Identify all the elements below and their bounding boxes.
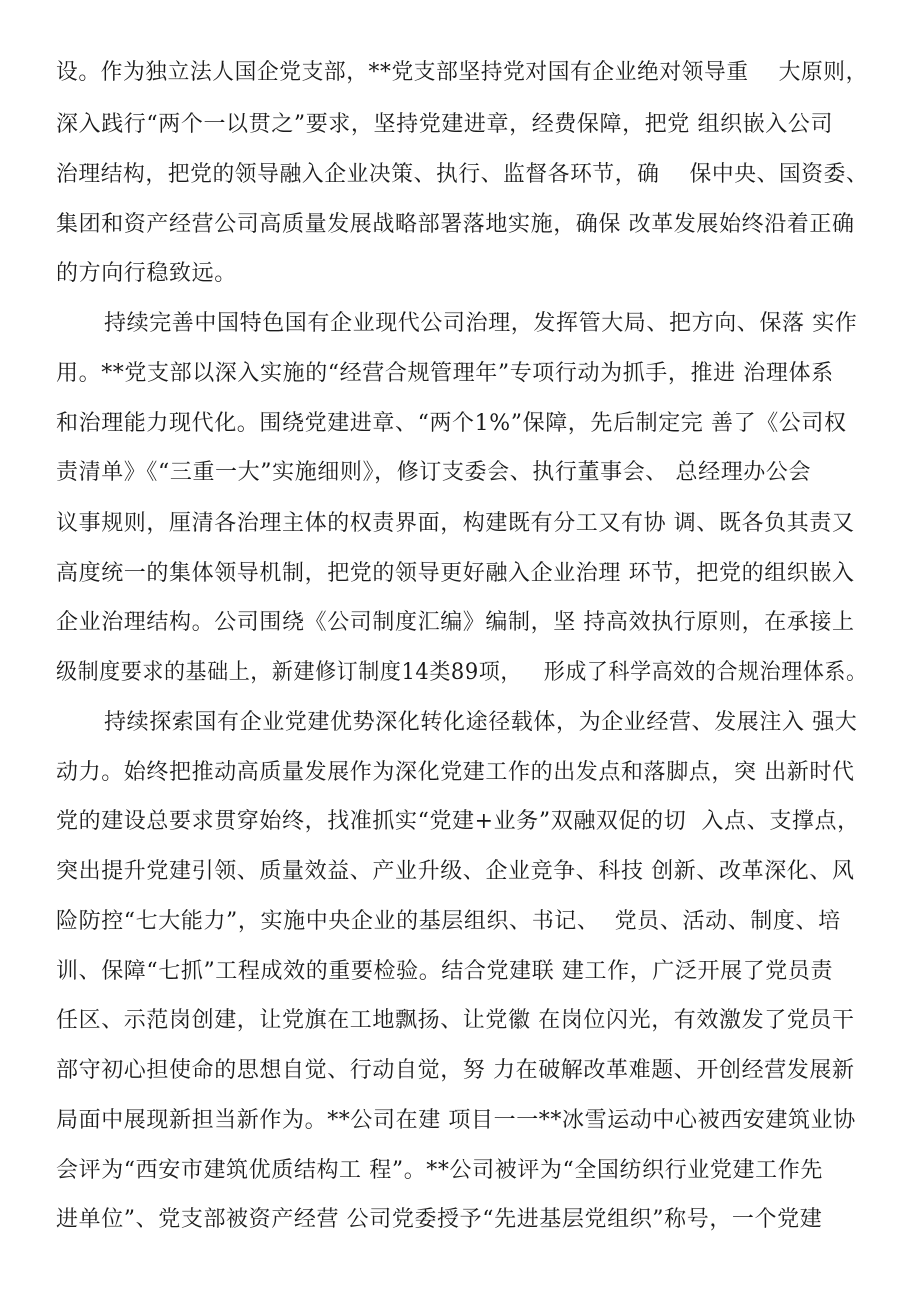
text-line: 局面中展现新担当新作为。**公司在建 项目一一**冰雪运动中心被西安建筑业协 xyxy=(56,1108,856,1133)
paragraph-first-line: 持续完善中国特色国有企业现代公司治理，发挥管大局、把方向、保落 实作 xyxy=(104,311,858,336)
text-line: 党的建设总要求贯穿始终，找准抓实“党建+业务”双融双促的切 入点、支撑点， xyxy=(56,809,860,834)
text-line: 险防控“七大能力”，实施中央企业的基层组织、书记、 党员、活动、制度、培 xyxy=(56,909,841,934)
text-line: 级制度要求的基础上，新建修订制度14类89项， 形成了科学高效的合规治理体系。 xyxy=(56,660,868,685)
text-line: 集团和资产经营公司高质量发展战略部署落地实施，确保 改革发展始终沿着正确 xyxy=(56,212,855,237)
text-line: 训、保障“七抓”工程成效的重要检验。结合党建联 建工作，广泛开展了党员责 xyxy=(56,959,834,984)
text-line: 突出提升党建引领、质量效益、产业升级、企业竞争、科技 创新、改革深化、风 xyxy=(56,859,855,884)
text-line: 治理结构，把党的领导融入企业决策、执行、监督各环节，确 保中央、国资委、 xyxy=(56,162,869,187)
text-line: 任区、示范岗创建，让党旗在工地飘扬、让党徽 在岗位闪光，有效激发了党员干 xyxy=(56,1008,855,1033)
text-line: 议事规则，厘清各治理主体的权责界面，构建既有分工又有协 调、既各负其责又 xyxy=(56,511,855,536)
text-line: 高度统一的集体领导机制，把党的领导更好融入企业治理 环节，把党的组织嵌入 xyxy=(56,561,855,586)
text-line: 进单位”、党支部被资产经营 公司党委授予“先进基层党组织”称号，一个党建 xyxy=(56,1207,823,1232)
text-line: 动力。始终把推动高质量发展作为深化党建工作的出发点和落脚点，突 出新时代 xyxy=(56,760,855,785)
text-line: 企业治理结构。公司围绕《公司制度汇编》编制，坚 持高效执行原则，在承接上 xyxy=(56,610,855,635)
text-line: 和治理能力现代化。围绕党建进章、“两个1%”保障，先后制定完 善了《公司权 xyxy=(56,411,847,436)
text-line: 深入践行“两个一以贯之”要求，坚持党建进章，经费保障，把党 组织嵌入公司 xyxy=(56,112,834,137)
text-line: 设。作为独立法人国企党支部，**党支部坚持党对国有企业绝对领导重 大原则， xyxy=(56,60,868,85)
text-line: 部守初心担使命的思想自觉、行动自觉，努 力在破解改革难题、开创经营发展新 xyxy=(56,1058,855,1083)
paragraph-first-line: 持续探索国有企业党建优势深化转化途径载体，为企业经营、发展注入 强大 xyxy=(104,710,858,735)
text-line: 用。**党支部以深入实施的“经营合规管理年”专项行动为抓手，推进 治理体系 xyxy=(56,361,834,386)
text-line: 会评为“西安市建筑优质结构工 程”。**公司被评为“全国纺织行业党建工作先 xyxy=(56,1158,823,1183)
text-line: 责清单》《“三重一大”实施细则》，修订支委会、执行董事会、 总经理办公会 xyxy=(56,460,812,485)
text-line: 的方向行稳致远。 xyxy=(56,261,237,286)
